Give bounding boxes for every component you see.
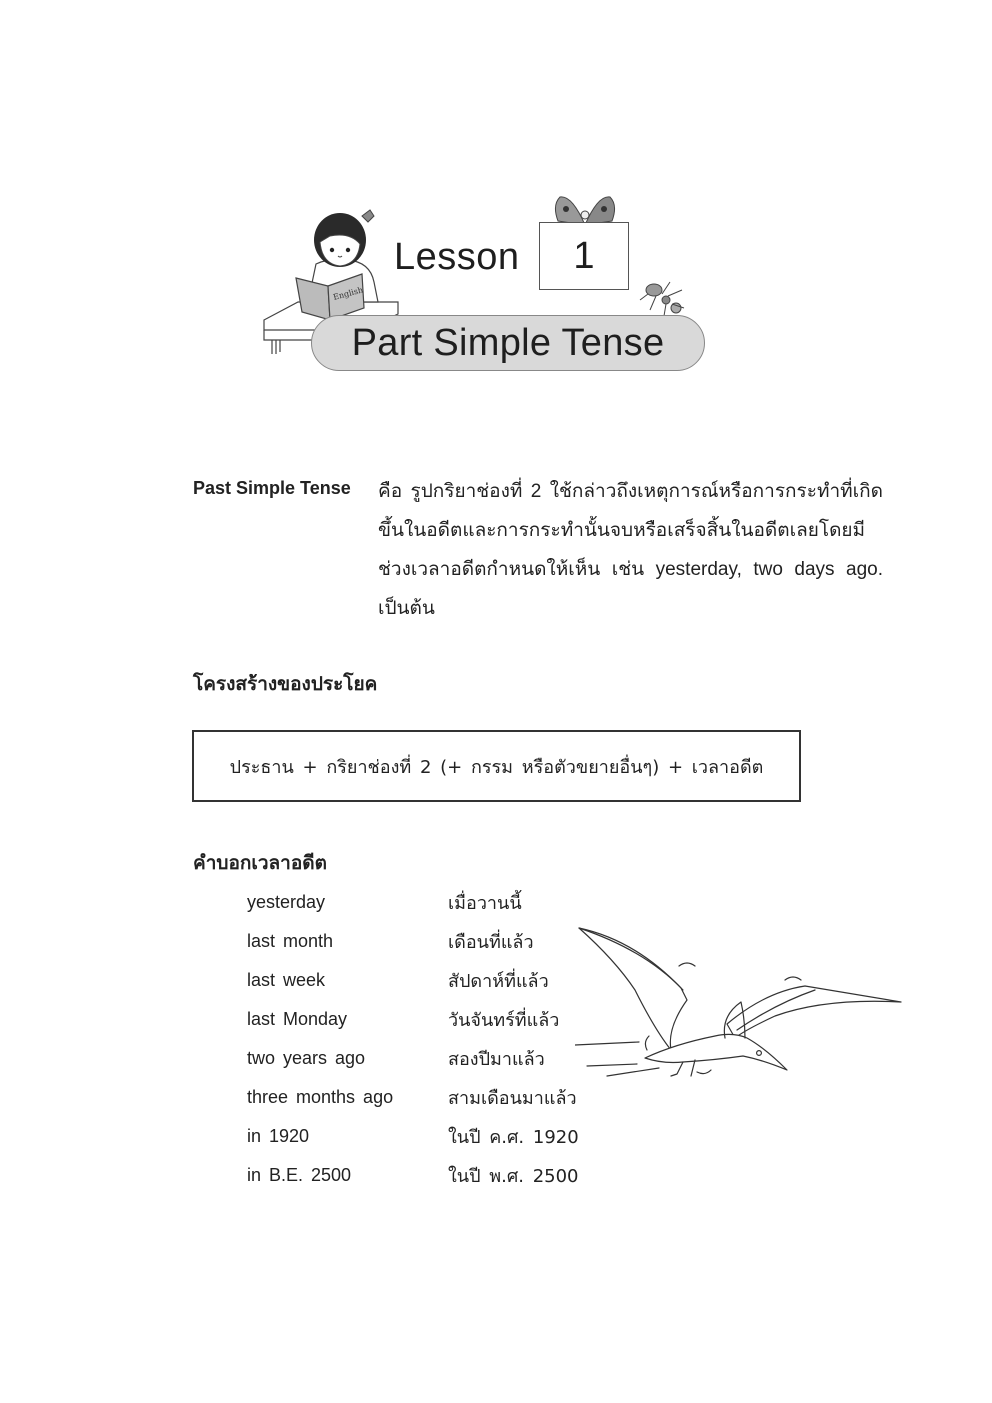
time-word-english: yesterday [247, 892, 326, 912]
time-words-heading: คำบอกเวลาอดีต [193, 852, 327, 874]
time-word-english: last month [247, 931, 334, 951]
structure-heading: โครงสร้างของประโยค [193, 673, 378, 695]
time-word-english: two years ago [247, 1048, 366, 1068]
time-words-list [247, 883, 579, 1195]
lesson-title-banner [311, 315, 705, 371]
time-word-thai: เดือนที่แล้ว [448, 932, 534, 953]
time-word-thai: ในปี พ.ศ. 2500 [448, 1166, 579, 1187]
time-word-thai: ในปี ค.ศ. 1920 [448, 1127, 579, 1148]
pterodactyl-illustration-icon [575, 920, 905, 1080]
list-item [247, 1000, 579, 1039]
time-word-english: in 1920 [247, 1126, 310, 1146]
lesson-label: Lesson [394, 236, 520, 278]
structure-formula-box [192, 730, 801, 802]
time-word-thai: สัปดาห์ที่แล้ว [448, 971, 549, 992]
list-item [247, 1078, 579, 1117]
time-word-thai: สองปีมาแล้ว [448, 1049, 545, 1070]
list-item [247, 883, 579, 922]
time-word-thai: เมื่อวานนี้ [448, 893, 522, 914]
time-word-thai: สามเดือนมาแล้ว [448, 1088, 577, 1109]
list-item [247, 1156, 579, 1195]
lesson-number-box [539, 222, 629, 290]
lesson-number: 1 [573, 234, 595, 277]
list-item [247, 1039, 579, 1078]
list-item [247, 961, 579, 1000]
definition-body: คือ รูปกริยาช่องที่ 2 ใช้กล่าวถึงเหตุการณ์หรือการกระทำที่เกิดขึ้นในอดีตและการกระทำนั้นจบหรือเสร็จสิ้นในอดีตเลยโดยมีช่วงเวลาอดีตกำหนดให้เห็น เช่น yesterday, two days ago. เป็นต้น [378, 481, 883, 619]
structure-formula: ประธาน + กริยาช่องที่ 2 (+ กรรม หรือตัวขยายอื่นๆ) + เวลาอดีต [229, 756, 764, 778]
time-word-english: last Monday [247, 1009, 348, 1029]
time-word-english: last week [247, 970, 326, 990]
list-item [247, 1117, 579, 1156]
lesson-title: Part Simple Tense [351, 321, 665, 364]
definition-term: Past Simple Tense [193, 478, 351, 498]
time-word-english: three months ago [247, 1087, 394, 1107]
time-word-english: in B.E. 2500 [247, 1165, 352, 1185]
ant-icon [638, 278, 688, 318]
list-item [247, 922, 579, 961]
time-word-thai: วันจันทร์ที่แล้ว [448, 1010, 560, 1031]
svg-text:English: English [332, 285, 364, 302]
